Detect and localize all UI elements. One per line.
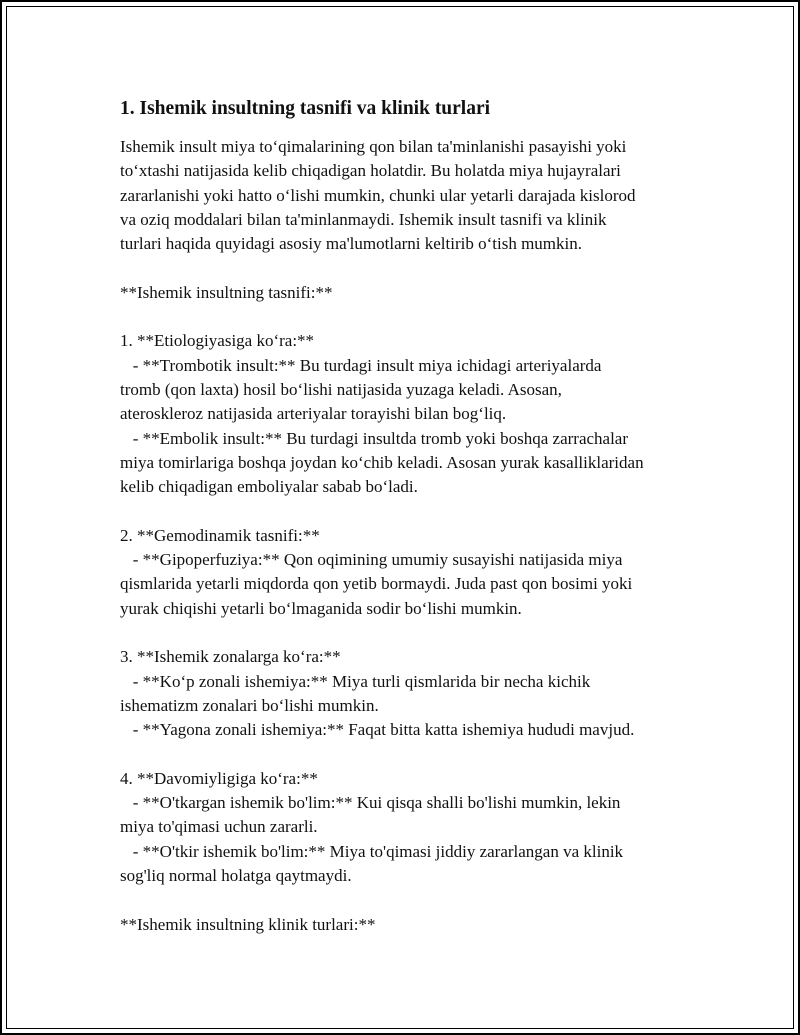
text-line: - **O'tkir ishemik bo'lim:** Miya to'qimasi jiddiy zararlangan va klinik xyxy=(120,841,624,861)
blank-line xyxy=(120,621,700,645)
blank-line xyxy=(120,499,700,523)
blank-line xyxy=(120,305,700,329)
text-line: - **Ko‘p zonali ishemiya:** Miya turli qismlarida bir necha kichik xyxy=(120,671,591,691)
text-line: **Ishemik insultning tasnifi:** xyxy=(120,282,333,302)
text-line: **Ishemik insultning klinik turlari:** xyxy=(120,914,376,934)
text-line: - **Gipoperfuziya:** Qon oqimining umumiy susayishi natijasida miya xyxy=(120,550,623,570)
text-line: 1. **Etiologiyasiga ko‘ra:** xyxy=(120,331,315,351)
text-line: miya tomirlariga boshqa joydan ko‘chib keladi. Asosan yurak kasalliklaridan xyxy=(120,452,644,472)
text-line: Ishemik insult miya to‘qimalarining qon bilan ta'minlanishi pasayishi yoki xyxy=(120,137,627,156)
blank-line xyxy=(120,742,700,766)
document-title: 1. Ishemik insultning tasnifi va klinik turlari xyxy=(120,98,491,119)
text-line: turlari haqida quyidagi asosiy ma'lumotlarni keltirib o‘tish mumkin. xyxy=(120,234,582,254)
text-line: ateroskleroz natijasida arteriyalar torayishi bilan bog‘liq. xyxy=(120,404,507,424)
document-body xyxy=(120,97,700,937)
text-line: qismlarida yetarli miqdorda qon yetib bormaydi. Juda past qon bosimi yoki xyxy=(120,574,633,594)
text-line: 2. **Gemodinamik tasnifi:** xyxy=(120,525,320,545)
text-line: - **Trombotik insult:** Bu turdagi insult miya ichidagi arteriyalarda xyxy=(120,355,602,375)
text-line: - **Yagona zonali ishemiya:** Faqat bitta katta ishemiya hududi mavjud. xyxy=(120,720,635,740)
text-line: 4. **Davomiyligiga ko‘ra:** xyxy=(120,768,318,788)
text-line: - **O'tkargan ishemik bo'lim:** Kui qisqa shalli bo'lishi mumkin, lekin xyxy=(120,793,621,813)
text-line: tromb (qon laxta) hosil bo‘lishi natijasida yuzaga keladi. Asosan, xyxy=(120,379,562,399)
text-line: kelib chiqadigan emboliyalar sabab bo‘ladi. xyxy=(120,477,418,497)
text-line: 3. **Ishemik zonalarga ko‘ra:** xyxy=(120,647,341,667)
document-text xyxy=(120,135,700,937)
text-line: - **Embolik insult:** Bu turdagi insultda tromb yoki boshqa zarrachalar xyxy=(120,428,629,448)
text-line: yurak chiqishi yetarli bo‘lmaganida sodir bo‘lishi mumkin. xyxy=(120,598,522,618)
text-line: zararlanishi yoki hatto o‘lishi mumkin, chunki ular yetarli darajada kislorod xyxy=(120,185,636,205)
text-line: ishematizm zonalari bo‘lishi mumkin. xyxy=(120,695,379,715)
blank-line xyxy=(120,888,700,912)
text-line: va oziq moddalari bilan ta'minlanmaydi. Ishemik insult tasnifi va klinik xyxy=(120,209,607,229)
blank-line xyxy=(120,256,700,280)
text-line: sog'liq normal holatga qaytmaydi. xyxy=(120,865,352,885)
text-line: to‘xtashi natijasida kelib chiqadigan holatdir. Bu holatda miya hujayralari xyxy=(120,161,621,181)
text-line: miya to'qimasi uchun zararli. xyxy=(120,817,318,837)
